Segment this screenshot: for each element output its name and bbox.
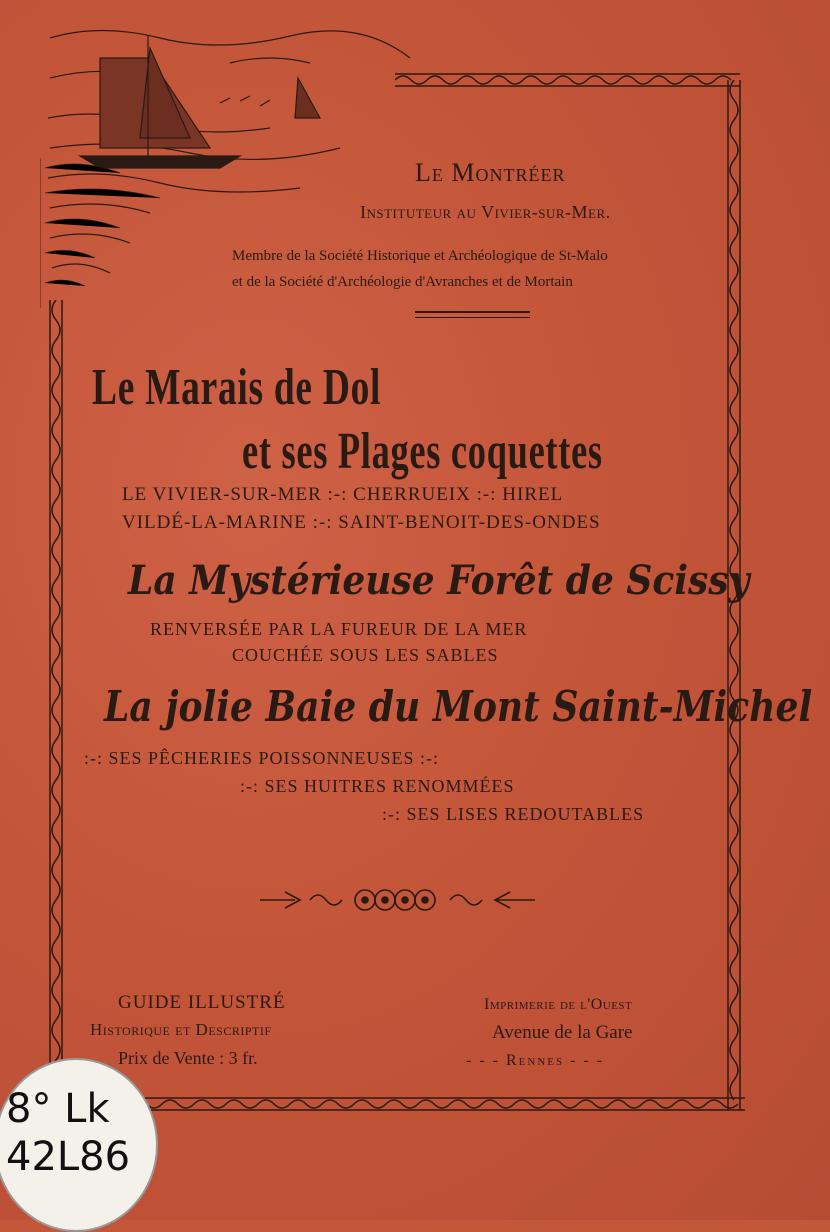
membership-line-1: Membre de la Société Historique et Archéologique de St-Malo: [232, 248, 608, 264]
author-name: Le Montréer: [415, 158, 566, 187]
places-line-1: LE VIVIER-SUR-MER :-: CHERRUEIX :-: HIREL: [122, 484, 564, 505]
printer-address: Avenue de la Gare: [492, 1022, 633, 1043]
printer-name: Imprimerie de l'Ouest: [484, 996, 633, 1013]
printer-city: - - - Rennes - - -: [466, 1052, 605, 1069]
price-label: Prix de Vente : 3 fr.: [118, 1048, 258, 1068]
scroll-border-left-icon: [44, 300, 68, 1080]
bay-feature-1: :-: SES PÊCHERIES POISSONNEUSES :-:: [84, 748, 440, 768]
scroll-border-top-icon: [395, 68, 740, 92]
author-role: Instituteur au Vivier-sur-Mer.: [360, 202, 611, 222]
places-line-2: VILDÉ-LA-MARINE :-: SAINT-BENOIT-DES-ONDES: [122, 512, 601, 533]
shelfmark-line-1: 8° Lk: [6, 1086, 110, 1132]
title-line-1: Le Marais de Dol: [92, 359, 382, 416]
guide-label: GUIDE ILLUSTRÉ: [118, 992, 286, 1013]
bay-feature-2: :-: SES HUITRES RENOMMÉES: [240, 776, 515, 796]
forest-title: La Mystérieuse Forêt de Scissy: [128, 557, 750, 604]
shelfmark-line-2: 42L86: [6, 1134, 131, 1180]
bay-feature-3: :-: SES LISES REDOUTABLES: [382, 804, 645, 824]
forest-subtitle-1: RENVERSÉE PAR LA FUREUR DE LA MER: [150, 619, 528, 639]
divider-rule: [415, 311, 530, 318]
forest-subtitle-2: COUCHÉE SOUS LES SABLES: [232, 645, 499, 665]
floral-ornament-icon: [255, 880, 540, 920]
scroll-border-bottom-icon: [130, 1092, 745, 1116]
title-line-2: et ses Plages coquettes: [242, 423, 603, 480]
bay-title: La jolie Baie du Mont Saint-Michel: [104, 682, 813, 731]
guide-description: Historique et Descriptif: [90, 1020, 272, 1039]
membership-line-2: et de la Société d'Archéologie d'Avranches et de Mortain: [232, 274, 573, 290]
